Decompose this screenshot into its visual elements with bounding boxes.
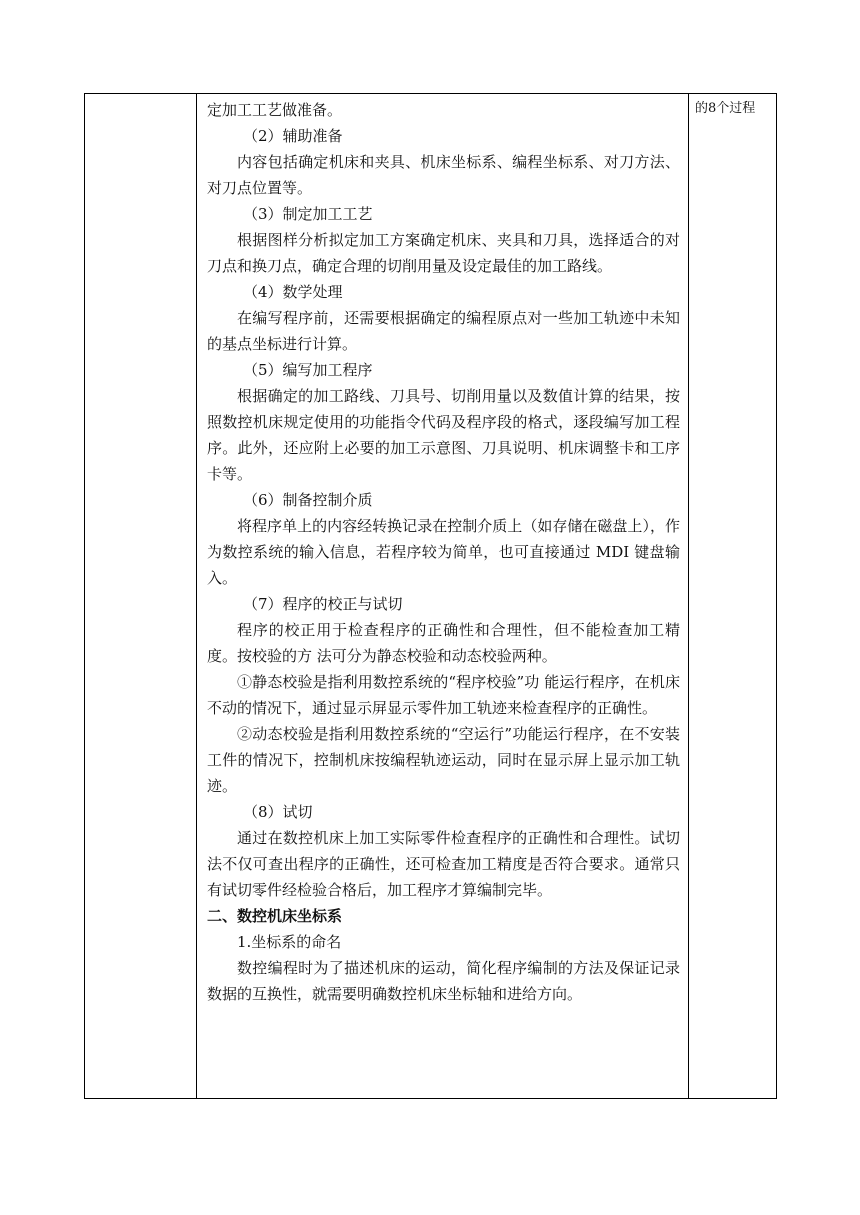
paragraph: 根据确定的加工路线、刀具号、切削用量以及数值计算的结果，按照数控机床规定使用的功能指令代码及程序段的格式，逐段编写加工程序。此外，还应附上必要的加工示意图、刀具说明、机床调整卡和工序卡等。 [207, 387, 680, 483]
paragraph: 根据图样分析拟定加工方案确定机床、夹具和刀具，选择适合的对刀点和换刀点，确定合理的切削用量及设定最佳的加工路线。 [207, 231, 680, 275]
paragraph: 程序的校正用于检查程序的正确性和合理性，但不能检查加工精度。按校验的方 法可分为静态校验和动态校验两种。 [207, 621, 680, 665]
content-cell [197, 94, 689, 1099]
paragraph: （2）辅助准备 [243, 127, 343, 145]
right-note: 的8个过程 [695, 101, 756, 116]
section-heading: 二、数控机床坐标系 [207, 907, 343, 925]
content-text [197, 94, 688, 1007]
left-empty-cell [85, 94, 197, 1099]
paragraph: （3）制定加工工艺 [243, 205, 373, 223]
paragraph: 定加工工艺做准备。 [207, 101, 343, 119]
lesson-table [84, 93, 777, 1099]
paragraph: ①静态校验是指利用数控系统的“程序校验”功 能运行程序，在机床不动的情况下，通过显示屏显示零件加工轨迹来检查程序的正确性。 [207, 673, 680, 717]
paragraph: 数控编程时为了描述机床的运动，简化程序编制的方法及保证记录数据的互换性，就需要明确数控机床坐标轴和进给方向。 [207, 959, 680, 1003]
paragraph: 将程序单上的内容经转换记录在控制介质上（如存储在磁盘上），作为数控系统的输入信息，若程序较为简单，也可直接通过 MDI 键盘输入。 [207, 517, 680, 587]
paragraph: （8）试切 [243, 803, 313, 821]
table-row [85, 94, 777, 1099]
paragraph: ②动态校验是指利用数控系统的“空运行”功能运行程序，在不安装工件的情况下，控制机床按编程轨迹运动，同时在显示屏上显示加工轨迹。 [207, 725, 680, 795]
paragraph: 通过在数控机床上加工实际零件检查程序的正确性和合理性。试切法不仅可查出程序的正确性，还可检查加工精度是否符合要求。通常只有试切零件经检验合格后，加工程序才算编制完毕。 [207, 829, 680, 899]
paragraph: 内容包括确定机床和夹具、机床坐标系、编程坐标系、对刀方法、对刀点位置等。 [207, 153, 680, 197]
paragraph: 在编写程序前，还需要根据确定的编程原点对一些加工轨迹中未知的基点坐标进行计算。 [207, 309, 680, 353]
paragraph: （5）编写加工程序 [243, 361, 373, 379]
paragraph: 1.坐标系的命名 [237, 933, 342, 951]
paragraph: （7）程序的校正与试切 [243, 595, 403, 613]
paragraph: （6）制备控制介质 [243, 491, 373, 509]
paragraph: （4）数学处理 [243, 283, 343, 301]
right-note-cell [689, 94, 777, 1099]
